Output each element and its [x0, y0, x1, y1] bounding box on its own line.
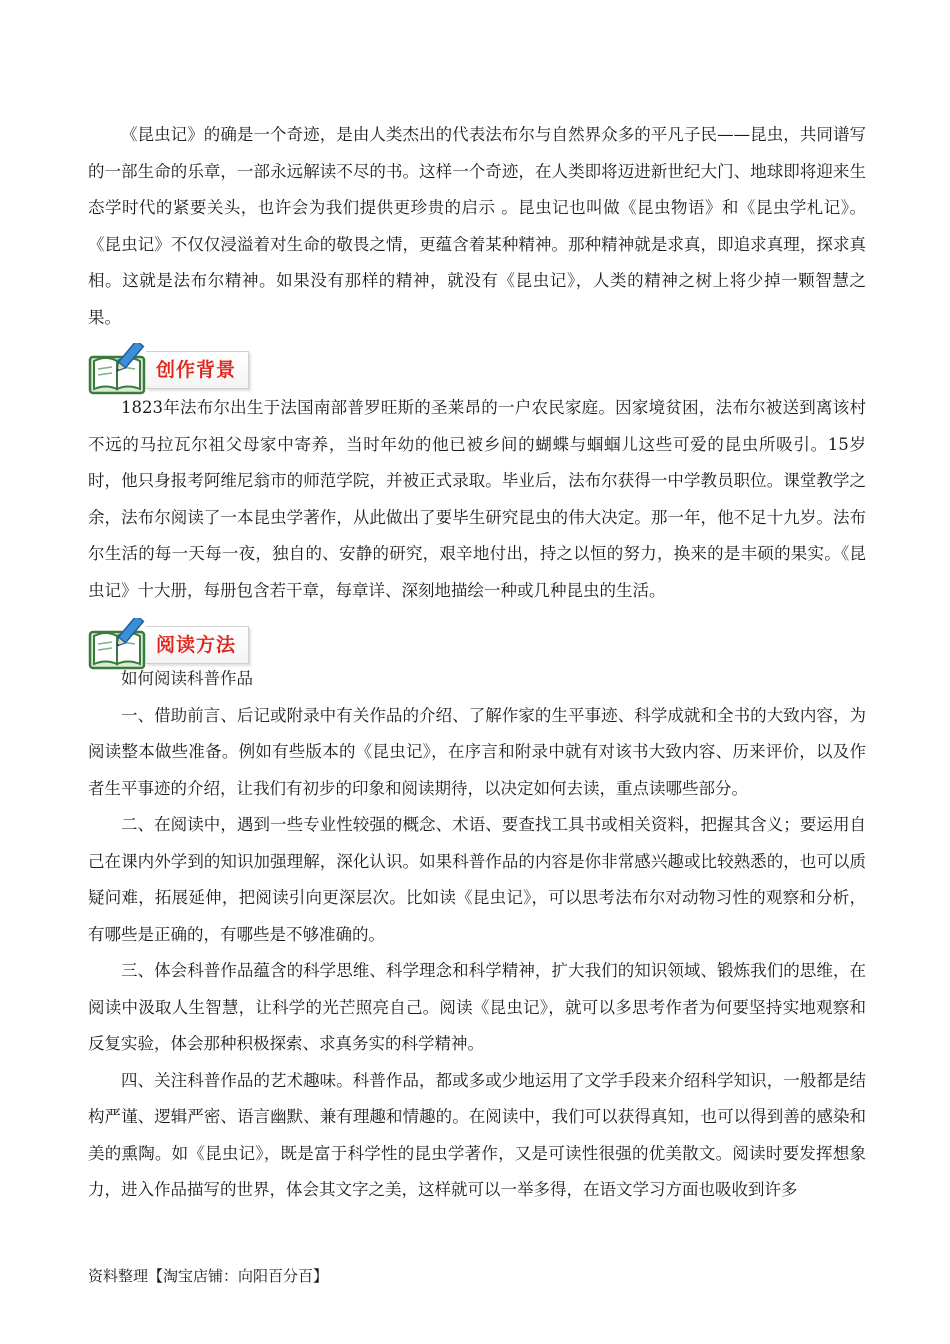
section-title: 阅读方法: [156, 634, 237, 656]
method-paragraph-3: 三、体会科普作品蕴含的科学思维、科学理念和科学精神，扩大我们的知识领域、锻炼我们的思维，在阅读中汲取人生智慧，让科学的光芒照亮自己。阅读《昆虫记》，就可以多思考作者为何要坚持实地观察和反复实验，体会那种积极探索、求真务实的科学精神。: [88, 961, 866, 1053]
intro-paragraph: 《昆虫记》的确是一个奇迹，是由人类杰出的代表法布尔与自然界众多的平凡子民——昆虫，共同谱写的一部生命的乐章，一部永远解读不尽的书。这样一个奇迹，在人类即将迈进新世纪大门、地球即将迎来生态学时代的紧要关头，也许会为我们提供更珍贵的启示 。昆虫记也叫做《昆虫物语》和《昆虫学札记》。《昆虫记》不仅仅浸溢着对生命的敬畏之情，更蕴含着某种精神。那种精神就是求真，即追求真理，探求真相。这就是法布尔精神。如果没有那样的精神，就没有《昆虫记》，人类的精神之树上将少掉一颗智慧之果。: [88, 125, 866, 327]
method-section: [88, 661, 866, 1209]
section-heading-background: [88, 343, 288, 395]
method-paragraph-2: 二、在阅读中，遇到一些专业性较强的概念、术语、要查找工具书或相关资料，把握其含义；要运用自己在课内外学到的知识加强理解，深化认识。如果科普作品的内容是你非常感兴趣或比较熟悉的，也可以质疑问难，拓展延伸，把阅读引向更深层次。比如读《昆虫记》，可以思考法布尔对动物习性的观察和分析，有哪些是正确的，有哪些是不够准确的。: [88, 815, 866, 944]
section-title-box: [146, 626, 249, 664]
method-paragraph-4: 四、关注科普作品的艺术趣味。科普作品，都或多或少地运用了文学手段来介绍科学知识，一般都是结构严谨、逻辑严密、语言幽默、兼有理趣和情趣的。在阅读中，我们可以获得真知，也可以得到善的感染和美的熏陶。如《昆虫记》，既是富于科学性的昆虫学著作，又是可读性很强的优美散文。阅读时要发挥想象力，进入作品描写的世界，体会其文字之美，这样就可以一举多得，在语文学习方面也吸收到许多: [88, 1070, 866, 1199]
section-title: 创作背景: [156, 359, 237, 381]
background-section: [88, 390, 866, 609]
intro-section: [88, 117, 866, 336]
book-pencil-icon: [88, 343, 150, 395]
background-paragraph: 1823年法布尔出生于法国南部普罗旺斯的圣莱昂的一户农民家庭。因家境贫困，法布尔被送到离该村不远的马拉瓦尔祖父母家中寄养，当时年幼的他已被乡间的蝴蝶与蝈蝈儿这些可爱的昆虫所吸引。15岁时，他只身报考阿维尼翁市的师范学院，并被正式录取。毕业后，法布尔获得一中学教员职位。课堂教学之余，法布尔阅读了一本昆虫学著作，从此做出了要毕生研究昆虫的伟大决定。那一年，他不足十九岁。法布尔生活的每一天每一夜，独自的、安静的研究，艰辛地付出，持之以恒的努力，换来的是丰硕的果实。《昆虫记》十大册，每册包含若干章，每章详、深刻地描绘一种或几种昆虫的生活。: [88, 398, 866, 600]
page-footer: 资料整理【淘宝店铺：向阳百分百】: [88, 1267, 329, 1285]
method-paragraph-1: 一、借助前言、后记或附录中有关作品的介绍、了解作家的生平事迹、科学成就和全书的大致内容，为阅读整本做些准备。例如有些版本的《昆虫记》，在序言和附录中就有对该书大致内容、历来评价，以及作者生平事迹的介绍，让我们有初步的印象和阅读期待，以决定如何去读，重点读哪些部分。: [88, 705, 866, 798]
section-title-box: [146, 351, 249, 389]
method-subtitle: 如何阅读科普作品: [121, 669, 253, 688]
